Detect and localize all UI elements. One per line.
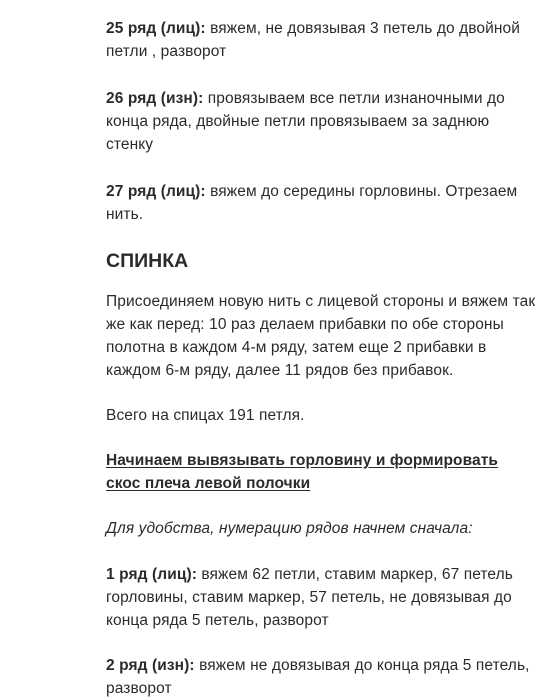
row-25-title: 25 ряд (лиц): bbox=[106, 20, 206, 37]
row-27-title: 27 ряд (лиц): bbox=[106, 183, 206, 200]
total-stitches-paragraph: Всего на спицах 191 петля. bbox=[106, 407, 305, 424]
back-join-paragraph: Присоединяем новую нить с лицевой стороны и вяжем так же как перед: 10 раз делаем прибавки по обе стороны полотна в каждом 4-м ряду, затем еще 2 прибавки в каждом 6-м ряду, далее 11 рядов без прибавок. bbox=[106, 293, 536, 379]
row-25-text: вяжем, не довязывая 3 петель до двойной петли , разворот bbox=[106, 20, 521, 60]
back-section-heading: СПИНКА bbox=[106, 250, 189, 272]
row-1-title: 1 ряд (лиц): bbox=[106, 566, 197, 583]
neckline-subheading: Начинаем вывязывать горловину и формировать скос плеча левой полочки bbox=[106, 452, 499, 492]
row-27-text: вяжем до середины горловины. Отрезаем нить. bbox=[106, 183, 518, 223]
row-2-title: 2 ряд (изн): bbox=[106, 657, 195, 674]
row-27-paragraph bbox=[106, 180, 536, 226]
document-body bbox=[106, 12, 536, 700]
row-2-text: вяжем не довязывая до конца ряда 5 петель, разворот bbox=[106, 657, 530, 697]
row-1-text: вяжем 62 петли, ставим маркер, 67 петель горловины, ставим маркер, 57 петель, не довязывая до конца ряда 5 петель, разворот bbox=[106, 566, 513, 629]
row-26-paragraph bbox=[106, 87, 536, 156]
row-2-paragraph bbox=[106, 654, 536, 700]
row-25-paragraph bbox=[106, 17, 536, 63]
row-26-text: провязываем все петли изнаночными до конца ряда, двойные петли провязываем за заднюю стенку bbox=[106, 90, 505, 153]
row-26-title: 26 ряд (изн): bbox=[106, 90, 204, 107]
convenience-note: Для удобства, нумерацию рядов начнем сначала: bbox=[106, 520, 473, 537]
row-1-paragraph bbox=[106, 563, 536, 632]
